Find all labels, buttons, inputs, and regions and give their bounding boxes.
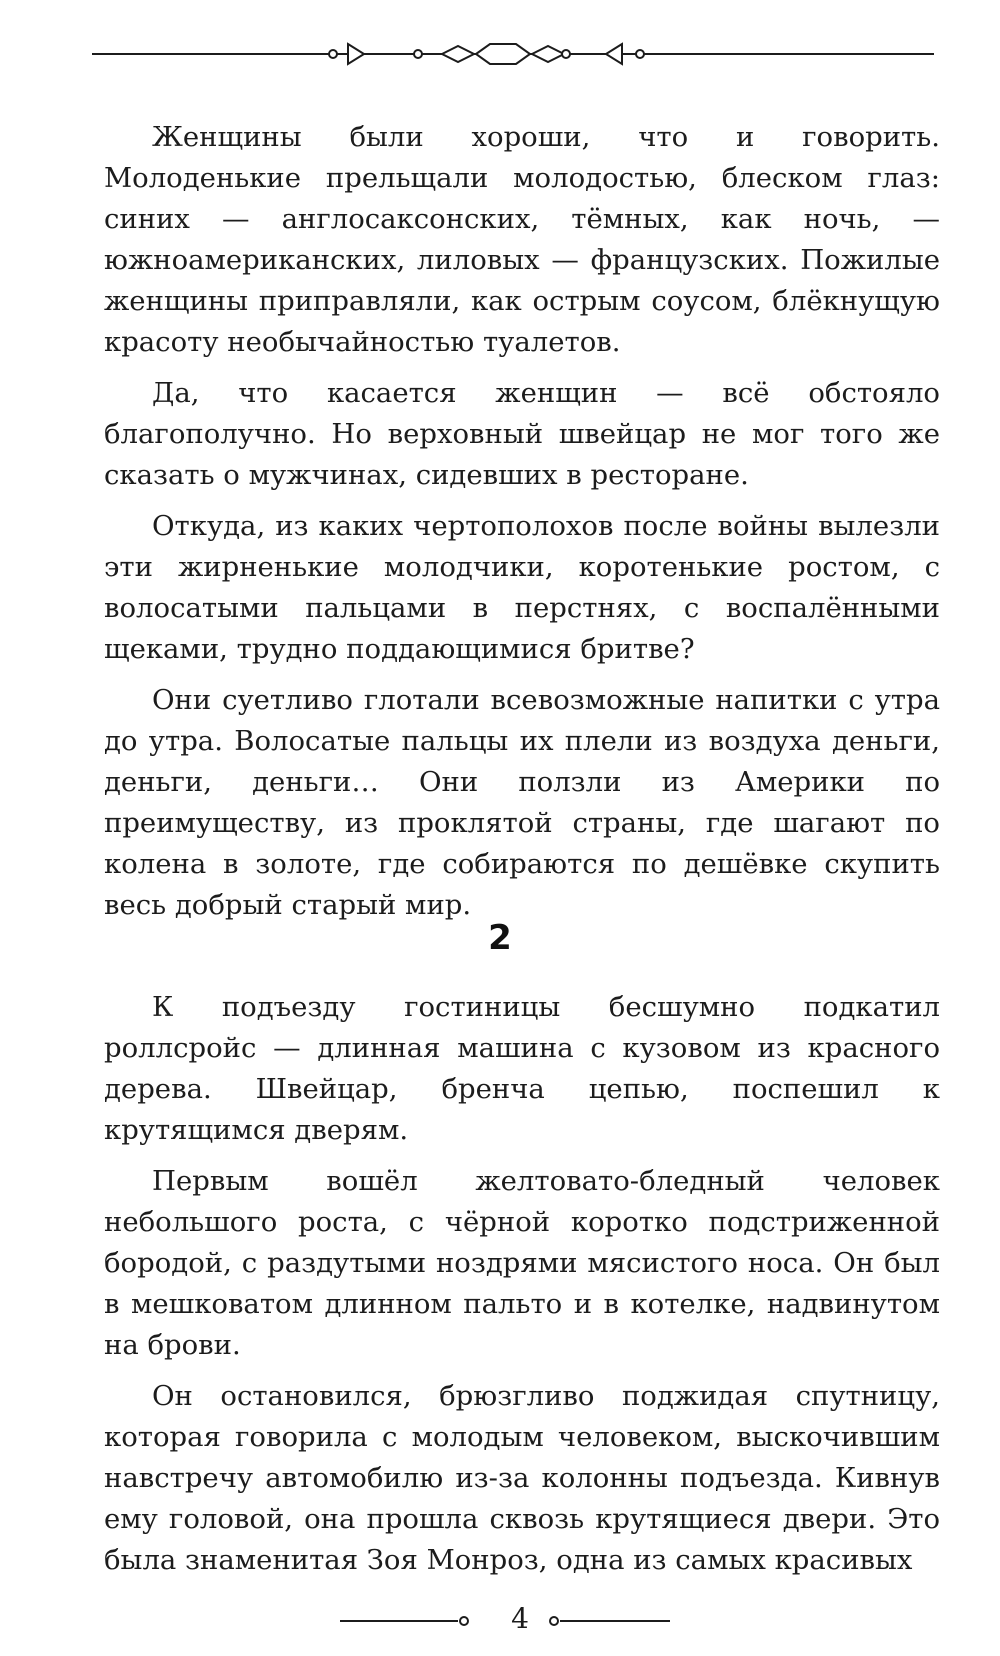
- chapter-number: 2: [488, 918, 512, 958]
- page-footer: [340, 1600, 700, 1640]
- paragraph: Первым вошёл желтовато-бледный человек небольшого роста, с чёрной коротко подстриженной бородой, с раздутыми ноздрями мясистого носа. Он был в мешковатом длинном пальто и в котелке, надвинутом на брови.: [104, 1165, 940, 1361]
- page-number: 4: [511, 1602, 529, 1635]
- paragraph: Он остановился, брюзгливо поджидая спутницу, которая говорила с молодым человеком, выскочившим навстречу автомобилю из-за колонны подъезда. Кивнув ему головой, она прошла сквозь крутящиеся двери. Это была знаменитая Зоя Монроз, одна из самых красивых: [104, 1380, 940, 1576]
- paragraph: Да, что касается женщин — всё обстояло благополучно. Но верховный швейцар не мог того же сказать о мужчинах, сидевших в ресторане.: [104, 377, 940, 491]
- text-block-2: [104, 987, 940, 1581]
- paragraph: К подъезду гостиницы бесшумно подкатил роллсройс — длинная машина с кузовом из красного дерева. Швейцар, бренча цепью, поспешил к крутящимся дверям.: [104, 991, 940, 1146]
- text-block-1: [104, 117, 940, 926]
- paragraph: Откуда, из каких чертополохов после войны вылезли эти жирненькие молодчики, коротенькие ростом, с волосатыми пальцами в перстнях, с воспалёнными щеками, трудно поддающимися бритве?: [104, 510, 940, 665]
- paragraph: Они суетливо глотали всевозможные напитки с утра до утра. Волосатые пальцы их плели из воздуха деньги, деньги, деньги… Они ползли из Америки по преимуществу, из проклятой страны, где шагают по колена в золоте, где собираются по дешёвке скупить весь добрый старый мир.: [104, 684, 940, 921]
- paragraph: Женщины были хороши, что и говорить. Молоденькие прельщали молодостью, блеском глаз: синих — англосаксонских, тёмных, как ночь, — южноамериканских, лиловых — французских. Пожилые женщины приправляли, как острым соусом, блёкнущую красоту необычайностью туалетов.: [104, 121, 940, 358]
- header-ornament: [92, 38, 934, 70]
